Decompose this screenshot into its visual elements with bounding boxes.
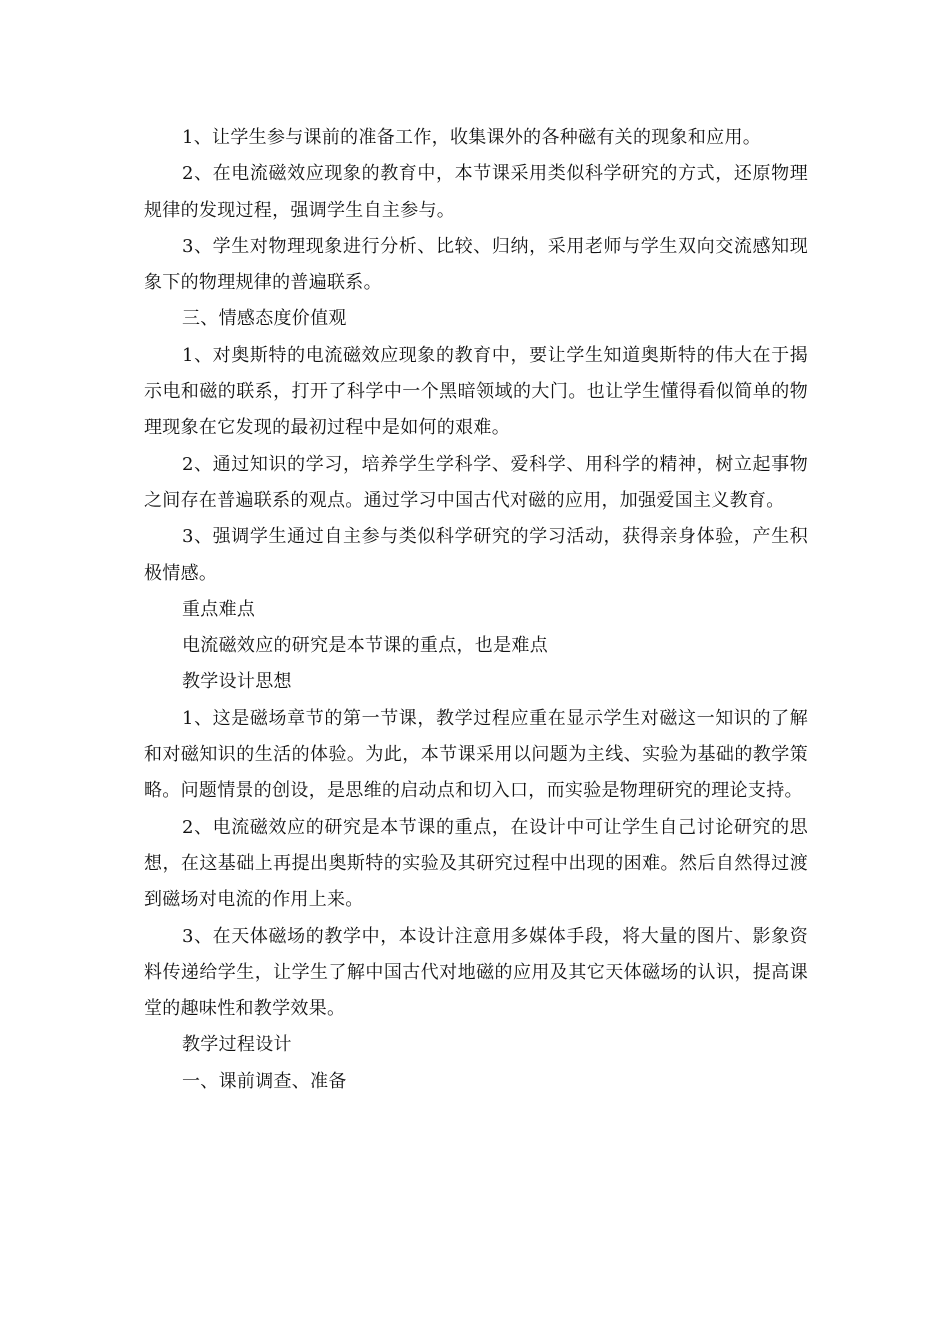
section-heading-process: 教学过程设计 (182, 1034, 292, 1056)
paragraph-design-3: 3、在天体磁场的教学中，本设计注意用多媒体手段，将大量的图片、影象资料传递给学生，让学生了解中国古代对地磁的应用及其它天体磁场的认识，提高课堂的趣味性和教学效果。 (144, 925, 808, 1020)
paragraph-design-2: 2、电流磁效应的研究是本节课的重点，在设计中可让学生自己讨论研究的思想，在这基础上再提出奥斯特的实验及其研究过程中出现的困难。然后自然得过渡到磁场对电流的作用上来。 (144, 816, 808, 911)
paragraph-attitude-2: 2、通过知识的学习，培养学生学科学、爱科学、用科学的精神，树立起事物之间存在普遍联系的观点。通过学习中国古代对磁的应用，加强爱国主义教育。 (144, 453, 808, 511)
paragraph-objective-2: 2、在电流磁效应现象的教育中，本节课采用类似科学研究的方式，还原物理规律的发现过程，强调学生自主参与。 (144, 163, 808, 221)
paragraph-key-points: 电流磁效应的研究是本节课的重点，也是难点 (182, 635, 548, 657)
section-heading-key-points: 重点难点 (182, 598, 256, 620)
paragraph-objective-1: 1、让学生参与课前的准备工作，收集课外的各种磁有关的现象和应用。 (182, 127, 762, 148)
section-heading-design-idea: 教学设计思想 (182, 671, 292, 693)
section-heading-attitude: 三、情感态度价值观 (182, 308, 347, 330)
paragraph-attitude-1: 1、对奥斯特的电流磁效应现象的教育中，要让学生知道奥斯特的伟大在于揭示电和磁的联系，打开了科学中一个黑暗领域的大门。也让学生懂得看似简单的物理现象在它发现的最初过程中是如何的艰难。 (144, 344, 808, 439)
paragraph-attitude-3: 3、强调学生通过自主参与类似科学研究的学习活动，获得亲身体验，产生积极情感。 (144, 526, 808, 584)
paragraph-objective-3: 3、学生对物理现象进行分析、比较、归纳，采用老师与学生双向交流感知现象下的物理规律的普遍联系。 (144, 235, 808, 294)
document-body (144, 120, 808, 1100)
paragraph-design-1: 1、这是磁场章节的第一节课，教学过程应重在显示学生对磁这一知识的了解和对磁知识的生活的体验。为此，本节课采用以问题为主线、实验为基础的教学策略。问题情景的创设，是思维的启动点和切入口，而实验是物理研究的理论支持。 (144, 707, 808, 802)
section-heading-preparation: 一、课前调查、准备 (182, 1070, 347, 1092)
